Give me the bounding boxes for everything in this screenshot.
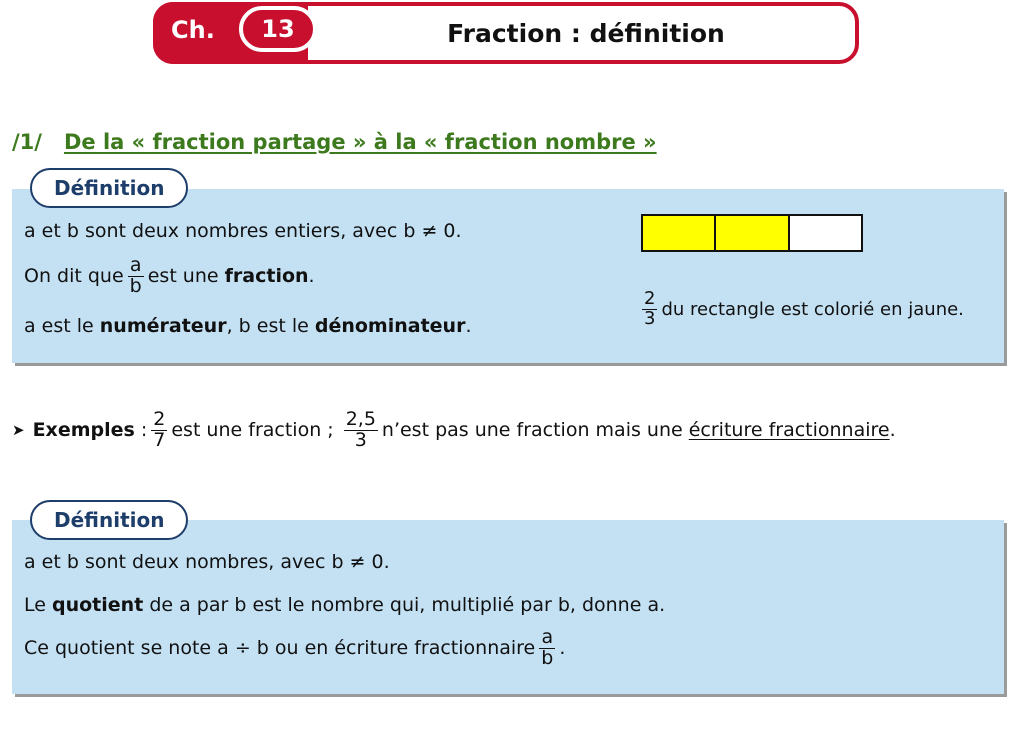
- chapter-label-block: [153, 2, 308, 64]
- fraction-a-over-b: [128, 256, 144, 297]
- text-span: .: [465, 315, 472, 337]
- text-span: , b est le: [226, 315, 309, 337]
- rectangle-cell-empty: [788, 216, 861, 250]
- bold-term-denominateur: dénominateur: [314, 315, 466, 337]
- text-span: .: [559, 637, 566, 660]
- bold-term-quotient: quotient: [52, 594, 144, 616]
- text-span: n’est pas une fraction mais une: [381, 419, 683, 442]
- page-title: Fraction : définition: [447, 19, 725, 48]
- section-number: /1/: [12, 130, 42, 154]
- chapter-header: [153, 2, 859, 64]
- examples-label: Exemples: [32, 419, 135, 442]
- examples-line: [12, 410, 896, 451]
- definition1-line2: [24, 256, 315, 297]
- fraction-two-thirds: [642, 290, 657, 329]
- bold-term-numerateur: numérateur: [99, 315, 227, 337]
- fraction-denominator: b: [541, 646, 554, 669]
- fraction-numerator: 2,5: [345, 408, 376, 430]
- arrow-bullet-icon: ➤: [12, 421, 25, 440]
- underlined-term: écriture fractionnaire: [688, 419, 890, 442]
- text-span: .: [308, 265, 315, 288]
- text-span: a est le: [24, 315, 94, 337]
- text-span: .: [889, 419, 896, 442]
- chapter-number: 13: [239, 6, 317, 52]
- fraction-denominator: 3: [644, 307, 656, 329]
- fraction-numerator: a: [541, 626, 554, 648]
- text-span: Ce quotient se note a ÷ b ou en écriture fractionnaire: [24, 637, 536, 660]
- caption-text: du rectangle est colorié en jaune.: [661, 298, 964, 320]
- rectangle-cell-colored: [714, 216, 787, 250]
- fraction-rectangle: [641, 214, 863, 252]
- fraction-decimal-over-three: [344, 410, 378, 451]
- definition1-line1: a et b sont deux nombres entiers, avec b ≠ 0.: [24, 220, 462, 242]
- fraction-numerator: 2: [153, 408, 166, 430]
- definition2-line1: a et b sont deux nombres, avec b ≠ 0.: [24, 551, 390, 573]
- rectangle-caption: [638, 290, 964, 329]
- text-span: est une: [147, 265, 219, 288]
- definition1-line3: [24, 315, 472, 337]
- section-title: [12, 130, 657, 154]
- text-span: de a par b est le nombre qui, multiplié par b, donne a.: [149, 594, 666, 616]
- text-span: est une fraction ;: [171, 419, 334, 442]
- fraction-two-sevenths: [151, 410, 167, 451]
- definition-tag-1: Définition: [30, 168, 188, 208]
- rectangle-cell-colored: [643, 216, 714, 250]
- fraction-a-over-b: [539, 628, 555, 669]
- definition-tag-2: Définition: [30, 500, 188, 540]
- section-heading: De la « fraction partage » à la « fraction nombre »: [63, 130, 657, 154]
- fraction-numerator: a: [129, 254, 142, 276]
- fraction-numerator: 2: [644, 288, 656, 309]
- definition2-line2: [24, 594, 665, 616]
- fraction-denominator: 3: [354, 428, 367, 451]
- chapter-label: Ch.: [171, 16, 215, 44]
- definition2-line3: [24, 628, 565, 669]
- text-span: Le: [24, 594, 46, 616]
- fraction-denominator: 7: [153, 428, 166, 451]
- fraction-denominator: b: [129, 274, 142, 297]
- text-span: :: [140, 419, 148, 442]
- text-span: On dit que: [24, 265, 124, 288]
- bold-term-fraction: fraction: [224, 265, 309, 288]
